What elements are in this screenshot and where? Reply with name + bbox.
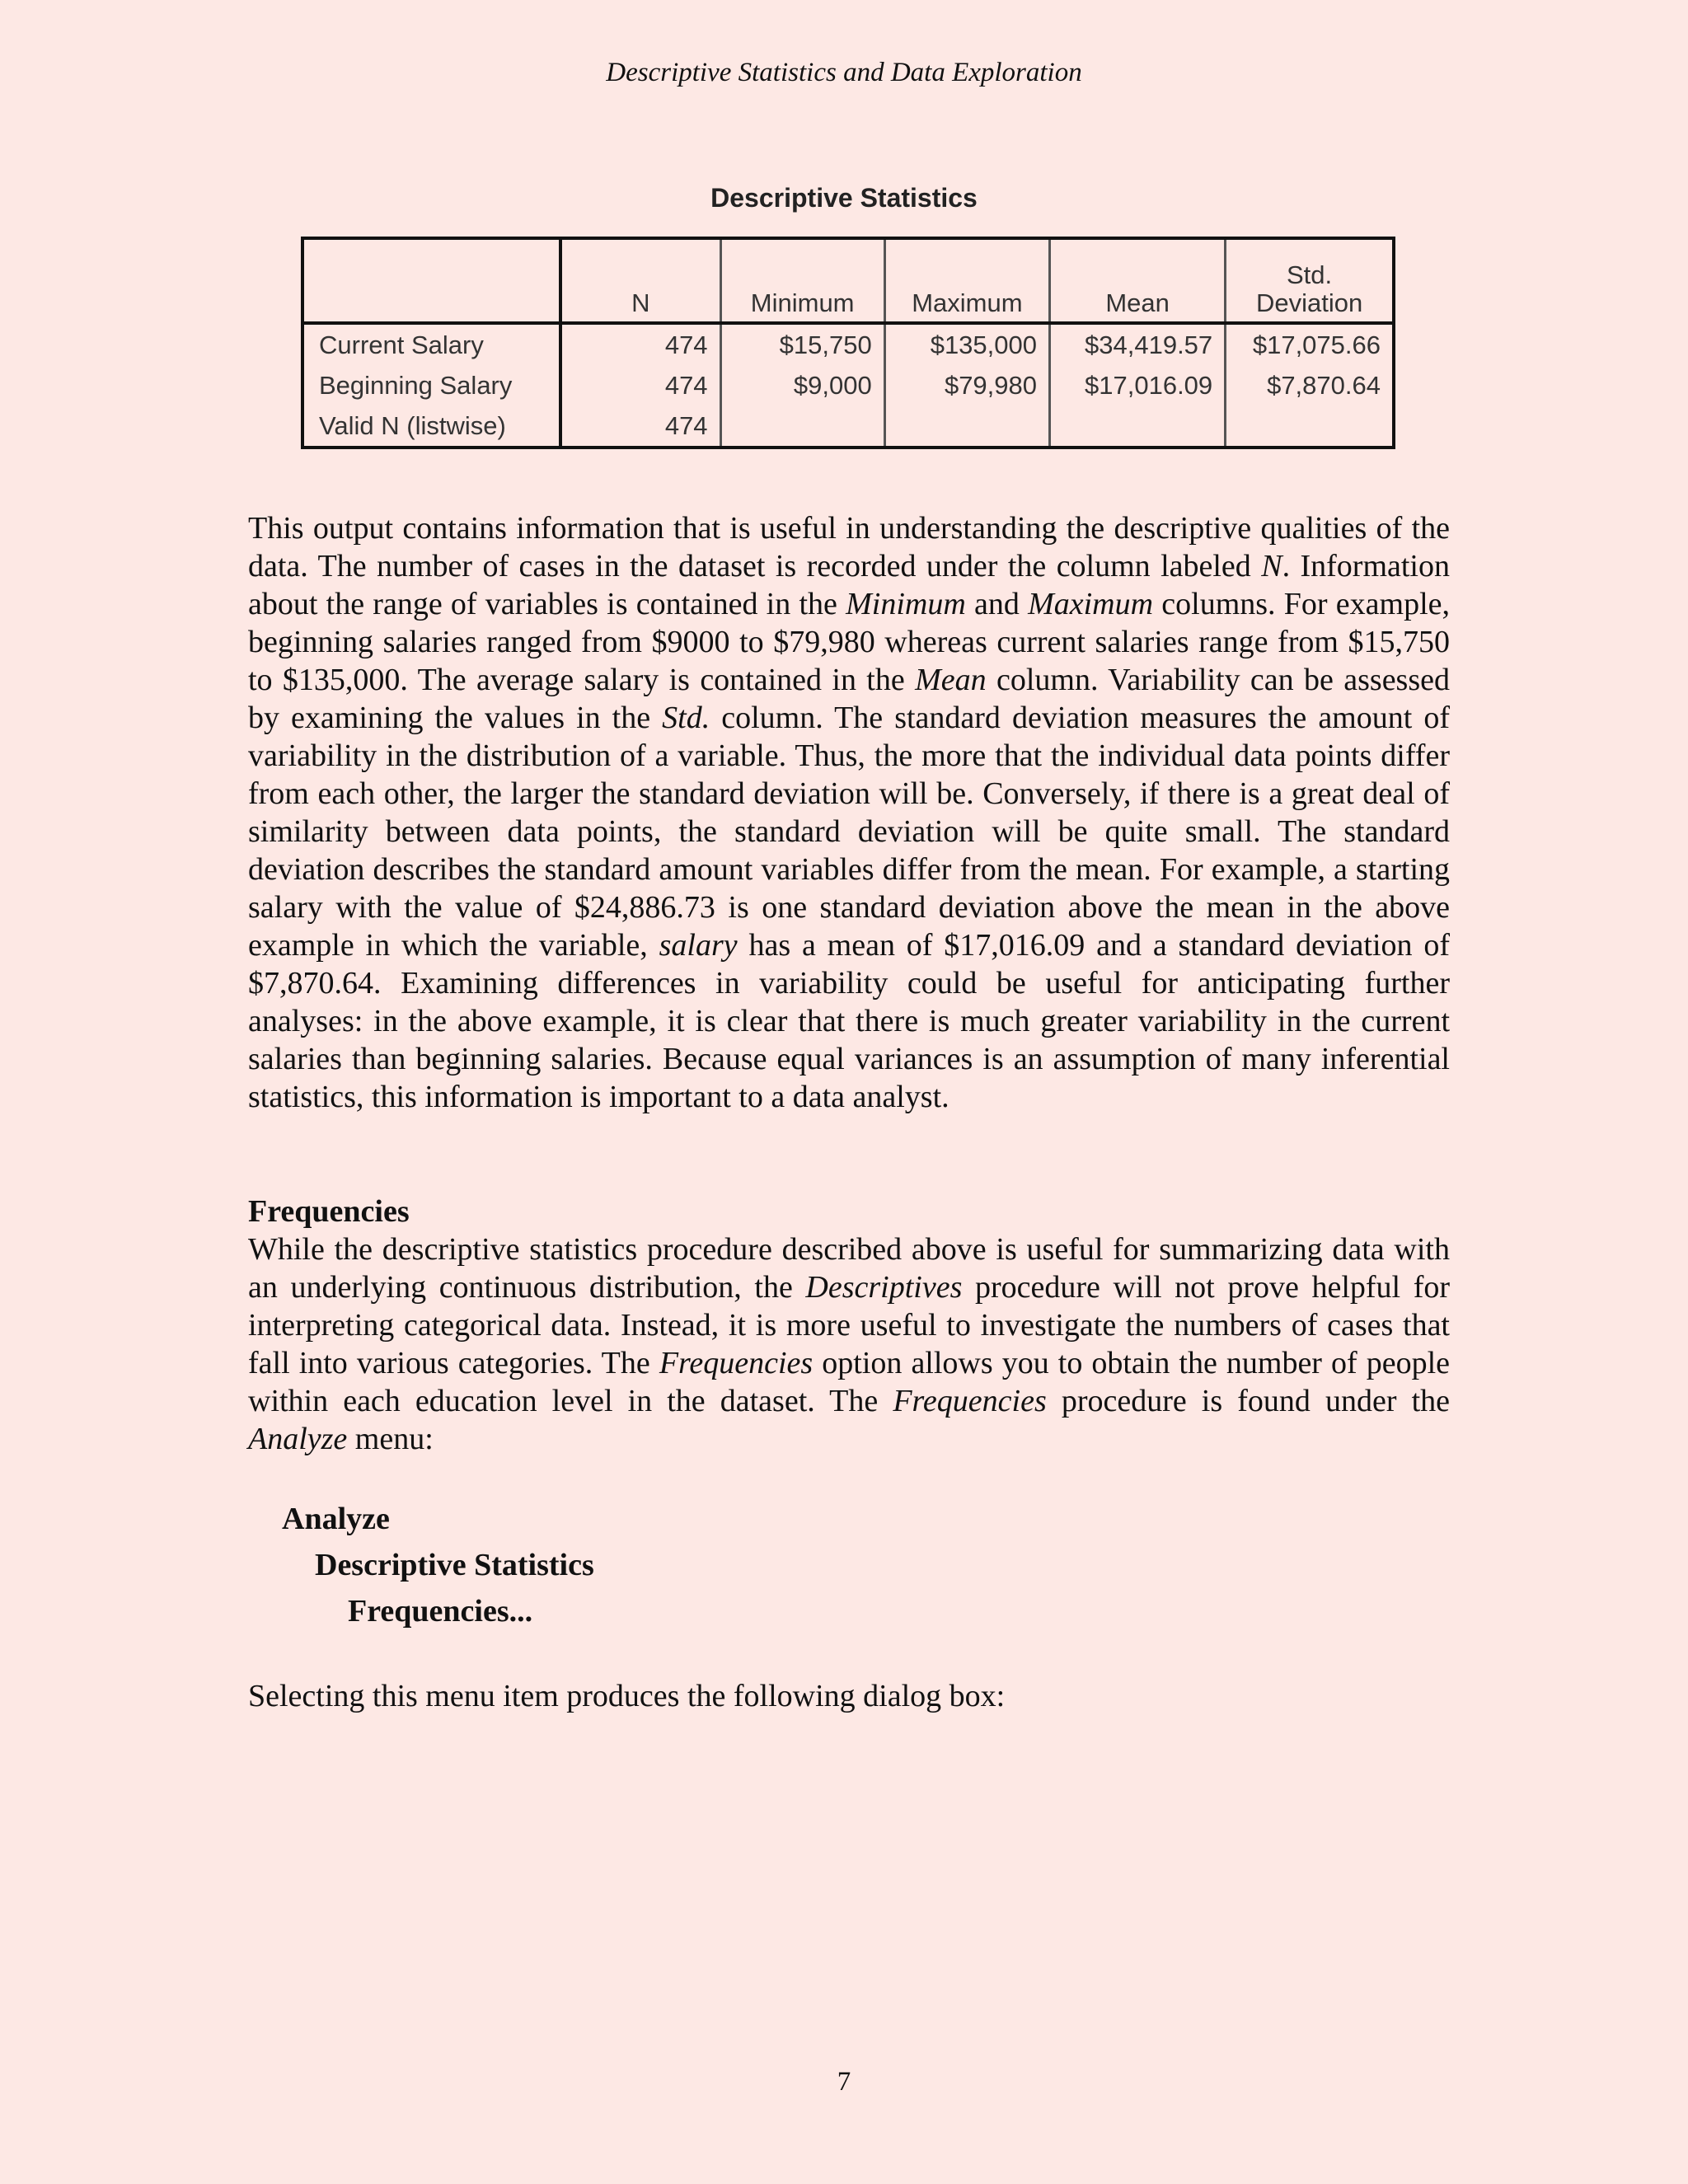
- row-label: Valid N (listwise): [302, 405, 560, 448]
- table-row: [302, 365, 1394, 405]
- table-row: [302, 323, 1394, 365]
- cell-std: [1226, 405, 1394, 448]
- table-title: Descriptive Statistics: [710, 183, 978, 213]
- paragraph-dialog-intro: Selecting this menu item produces the following dialog box:: [248, 1679, 1006, 1713]
- menu-path-analyze: Analyze: [282, 1502, 390, 1536]
- column-header-n: N: [560, 238, 720, 323]
- std-header-line2: Deviation: [1255, 288, 1363, 318]
- descriptive-statistics-table: [301, 237, 1395, 449]
- cell-minimum: $9,000: [720, 365, 884, 405]
- column-header-std-deviation: [1226, 238, 1394, 323]
- cell-maximum: [884, 405, 1049, 448]
- cell-maximum: $79,980: [884, 365, 1049, 405]
- cell-n: 474: [560, 323, 720, 365]
- menu-path-descriptive-statistics: Descriptive Statistics: [315, 1548, 594, 1582]
- menu-path-frequencies: Frequencies...: [348, 1594, 533, 1629]
- cell-maximum: $135,000: [884, 323, 1049, 365]
- running-header: Descriptive Statistics and Data Exploration: [606, 58, 1082, 87]
- cell-minimum: [720, 405, 884, 448]
- paragraph-frequencies-intro: While the descriptive statistics procedure described above is useful for summarizing data with an underlying continuous distribution, the Descriptives procedure will not prove helpful for interpreting categorical data. Instead, it is more useful to investigate the numbers of cases that fall into various categories. The Frequencies option allows you to obtain the number of people within each education level in the dataset. The Frequencies procedure is found under the Analyze menu:: [248, 1232, 1451, 1456]
- table-corner-cell: [302, 238, 560, 323]
- page-number: 7: [837, 2067, 851, 2097]
- row-label: Current Salary: [302, 323, 560, 365]
- column-header-maximum: Maximum: [884, 238, 1049, 323]
- cell-mean: [1050, 405, 1226, 448]
- cell-mean: $17,016.09: [1050, 365, 1226, 405]
- cell-std: $7,870.64: [1226, 365, 1394, 405]
- table-row: [302, 405, 1394, 448]
- cell-std: $17,075.66: [1226, 323, 1394, 365]
- cell-n: 474: [560, 365, 720, 405]
- column-header-minimum: Minimum: [720, 238, 884, 323]
- table-header-row: [302, 238, 1394, 323]
- cell-mean: $34,419.57: [1050, 323, 1226, 365]
- std-header-line1: Std.: [1287, 260, 1333, 289]
- cell-minimum: $15,750: [720, 323, 884, 365]
- row-label: Beginning Salary: [302, 365, 560, 405]
- frequencies-heading: Frequencies: [248, 1194, 410, 1229]
- cell-n: 474: [560, 405, 720, 448]
- paragraph-descriptives-explanation: This output contains information that is useful in understanding the descriptive qualities of the data. The number of cases in the dataset is recorded under the column labeled N. Information about the range of variables is contained in the Minimum and Maximum columns. For example, beginning salaries ranged from $9000 to $79,980 whereas current salaries range from $15,750 to $135,000. The average salary is contained in the Mean column. Variability can be assessed by examining the values in the Std. column. The standard deviation measures the amount of variability in the distribution of a variable. Thus, the more that the individual data points differ from each other, the larger the standard deviation will be. Conversely, if there is a great deal of similarity between data points, the standard deviation will be quite small. The standard deviation describes the standard amount variables differ from the mean. For example, a starting salary with the value of $24,886.73 is one standard deviation above the mean in the above example in which the variable, salary has a mean of $17,016.09 and a standard deviation of $7,870.64. Examining differences in variability could be useful for anticipating further analyses: in the above example, it is clear that there is much greater variability in the current salaries than beginning salaries. Because equal variances is an assumption of many inferential statistics, this information is important to a data analyst.: [248, 511, 1451, 1114]
- column-header-mean: Mean: [1050, 238, 1226, 323]
